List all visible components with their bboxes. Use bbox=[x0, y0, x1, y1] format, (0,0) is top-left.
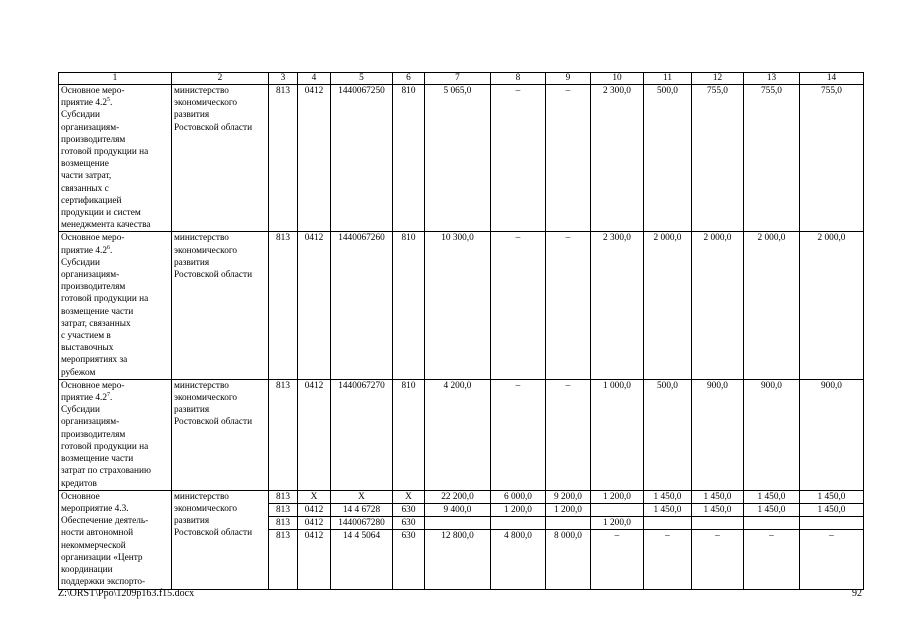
value-cell-c4: 0412 bbox=[298, 232, 331, 379]
value-cell-c12: 2 000,0 bbox=[692, 232, 744, 379]
cell-line-text: Основное меро- bbox=[61, 86, 125, 96]
cell-line-text: готовой продукции на bbox=[61, 147, 149, 158]
value-cell-c6: 630 bbox=[393, 530, 425, 590]
cell-line bbox=[61, 269, 169, 281]
cell-line bbox=[61, 576, 169, 588]
value-cell-c13 bbox=[744, 517, 800, 530]
cell-line bbox=[61, 380, 169, 392]
cell-line-text: мероприятие 4.3. bbox=[61, 503, 129, 514]
value-cell-c3: 813 bbox=[269, 379, 298, 490]
cell-line-text: министерство bbox=[174, 86, 229, 96]
cell-line-text: поддержки экспорто- bbox=[61, 577, 146, 588]
header-cell: 12 bbox=[692, 73, 744, 85]
value-cell-c3: 813 bbox=[269, 517, 298, 530]
measure-name-cell bbox=[59, 490, 172, 590]
cell-line bbox=[61, 429, 169, 441]
value-cell-c13: – bbox=[744, 530, 800, 590]
cell-line bbox=[61, 232, 169, 244]
cell-line-text: Ростовской области bbox=[174, 122, 253, 133]
cell-line: приятие $4.2^6$. bbox=[61, 244, 113, 256]
cell-line-text: министерство bbox=[174, 491, 229, 502]
cell-line-text: Обеспечение деятель- bbox=[61, 516, 149, 527]
cell-line-text: экономического bbox=[174, 98, 238, 109]
cell-line bbox=[61, 552, 169, 564]
cell-line-text: выставочных bbox=[61, 343, 114, 354]
cell-line bbox=[61, 491, 169, 503]
cell-line-text: Субсидии bbox=[61, 405, 101, 416]
value-cell-c12: – bbox=[692, 530, 744, 590]
value-cell-c9: 9 200,0 bbox=[546, 490, 591, 503]
value-cell-c9: – bbox=[546, 232, 591, 379]
cell-line-text: Ростовской области bbox=[174, 417, 253, 428]
cell-line-text: затрат, связанных bbox=[61, 318, 131, 329]
value-cell-c11: 500,0 bbox=[644, 379, 692, 490]
cell-line bbox=[174, 515, 266, 527]
value-cell-c14: 2 000,0 bbox=[800, 232, 864, 379]
cell-line bbox=[61, 416, 169, 428]
cell-line-text: приятие 4.2 bbox=[61, 393, 107, 404]
cell-line bbox=[61, 342, 169, 354]
cell-line bbox=[61, 293, 169, 305]
header-cell: 4 bbox=[298, 73, 331, 85]
header-cell: 3 bbox=[269, 73, 298, 85]
cell-line-text: Основное меро- bbox=[61, 233, 125, 244]
cell-line bbox=[174, 85, 266, 97]
cell-line-text: мероприятиях за bbox=[61, 355, 128, 366]
value-cell-c14: 900,0 bbox=[800, 379, 864, 490]
cell-line-text: Ростовской области bbox=[174, 528, 253, 539]
cell-line bbox=[61, 281, 169, 293]
cell-line bbox=[61, 170, 169, 182]
value-cell-c7: 4 200,0 bbox=[425, 379, 491, 490]
cell-line bbox=[61, 503, 169, 515]
cell-line-text: приятие 4.2 bbox=[61, 245, 107, 256]
cell-line bbox=[61, 330, 169, 342]
cell-line-text: организациям- bbox=[61, 270, 120, 281]
cell-line-text: развития bbox=[174, 110, 210, 121]
executor-cell bbox=[172, 232, 269, 379]
value-cell-c4: 0412 bbox=[298, 85, 331, 232]
value-cell-c6: Х bbox=[393, 490, 425, 503]
header-cell: 6 bbox=[393, 73, 425, 85]
value-cell-c8: – bbox=[491, 85, 546, 232]
cell-line-text: Субсидии bbox=[61, 257, 101, 268]
table-body bbox=[59, 73, 864, 590]
value-cell-c9: – bbox=[546, 85, 591, 232]
header-cell: 9 bbox=[546, 73, 591, 85]
cell-line bbox=[61, 465, 169, 477]
value-cell-c10: – bbox=[591, 530, 644, 590]
cell-line-text: производителям bbox=[61, 429, 126, 440]
executor-cell bbox=[172, 490, 269, 590]
value-cell-c4: Х bbox=[298, 490, 331, 503]
value-cell-c3: 813 bbox=[269, 490, 298, 503]
header-cell: 13 bbox=[744, 73, 800, 85]
budget-table bbox=[58, 72, 864, 590]
value-cell-c11: 1 450,0 bbox=[644, 503, 692, 516]
cell-line bbox=[61, 195, 169, 207]
cell-line-text: Основное bbox=[61, 491, 100, 502]
cell-line-text: координации bbox=[61, 564, 113, 575]
value-cell-c14: 1 450,0 bbox=[800, 503, 864, 516]
cell-line-text: некоммерческой bbox=[61, 540, 126, 551]
value-cell-c4: 0412 bbox=[298, 379, 331, 490]
cell-line-text: экономического bbox=[174, 393, 238, 404]
measure-name-cell bbox=[59, 232, 172, 379]
cell-line bbox=[61, 146, 169, 158]
value-cell-c3: 813 bbox=[269, 503, 298, 516]
value-cell-c6: 630 bbox=[393, 517, 425, 530]
table-row bbox=[59, 232, 864, 379]
value-cell-c13: 2 000,0 bbox=[744, 232, 800, 379]
cell-line-text: производителям bbox=[61, 134, 126, 145]
value-cell-c9: 1 200,0 bbox=[546, 503, 591, 516]
cell-line bbox=[61, 367, 169, 379]
cell-line bbox=[174, 404, 266, 416]
value-cell-c5: 1440067270 bbox=[331, 379, 393, 490]
value-cell-c11: – bbox=[644, 530, 692, 590]
value-cell-c8: – bbox=[491, 379, 546, 490]
cell-line bbox=[61, 183, 169, 195]
cell-line bbox=[174, 97, 266, 109]
cell-line-text: части затрат, bbox=[61, 171, 112, 182]
header-cell: 2 bbox=[172, 73, 269, 85]
cell-line bbox=[174, 380, 266, 392]
cell-line-text: приятие 4.2 bbox=[61, 98, 107, 109]
page-number: 92 bbox=[852, 588, 862, 599]
cell-line-text: Ростовской области bbox=[174, 270, 253, 281]
cell-line-text: продукции и систем bbox=[61, 208, 141, 219]
value-cell-c7: 5 065,0 bbox=[425, 85, 491, 232]
value-cell-c5: 1440067260 bbox=[331, 232, 393, 379]
cell-line bbox=[61, 207, 169, 219]
cell-line bbox=[174, 527, 266, 539]
value-cell-c13: 755,0 bbox=[744, 85, 800, 232]
value-cell-c3: 813 bbox=[269, 530, 298, 590]
cell-line bbox=[61, 515, 169, 527]
value-cell-c4: 0412 bbox=[298, 503, 331, 516]
header-cell: 7 bbox=[425, 73, 491, 85]
cell-line bbox=[61, 85, 169, 97]
cell-line bbox=[174, 269, 266, 281]
cell-line bbox=[61, 478, 169, 490]
value-cell-c14 bbox=[800, 517, 864, 530]
cell-line bbox=[174, 416, 266, 428]
cell-line bbox=[61, 453, 169, 465]
value-cell-c10: 1 200,0 bbox=[591, 517, 644, 530]
value-cell-c4: 0412 bbox=[298, 530, 331, 590]
value-cell-c5: 14 4 6728 bbox=[331, 503, 393, 516]
cell-line bbox=[61, 527, 169, 539]
footnote-mark: 7 bbox=[107, 391, 110, 398]
value-cell-c7 bbox=[425, 517, 491, 530]
cell-line-text: экономического bbox=[174, 245, 238, 256]
value-cell-c5: 1440067250 bbox=[331, 85, 393, 232]
cell-line-text: связанных с bbox=[61, 183, 109, 194]
cell-line-text: развития bbox=[174, 516, 210, 527]
cell-line-text: возмещение bbox=[61, 159, 109, 170]
executor-cell bbox=[172, 379, 269, 490]
cell-line-text: менеджмента качества bbox=[61, 220, 151, 231]
cell-line-text: Субсидии bbox=[61, 110, 101, 121]
value-cell-c8: 1 200,0 bbox=[491, 503, 546, 516]
cell-line-text: производителям bbox=[61, 282, 126, 293]
cell-line-text: возмещение части bbox=[61, 306, 134, 317]
value-cell-c10: 2 300,0 bbox=[591, 232, 644, 379]
value-cell-c3: 813 bbox=[269, 85, 298, 232]
cell-line bbox=[61, 158, 169, 170]
value-cell-c5: 14 4 5064 bbox=[331, 530, 393, 590]
value-cell-c8: 4 800,0 bbox=[491, 530, 546, 590]
cell-line bbox=[61, 318, 169, 330]
value-cell-c11 bbox=[644, 517, 692, 530]
header-cell: 1 bbox=[59, 73, 172, 85]
header-cell: 8 bbox=[491, 73, 546, 85]
cell-line bbox=[174, 392, 266, 404]
table-row bbox=[59, 490, 864, 503]
measure-name-cell bbox=[59, 85, 172, 232]
cell-line-text: Основное меро- bbox=[61, 380, 125, 391]
value-cell-c14: – bbox=[800, 530, 864, 590]
value-cell-c11: 1 450,0 bbox=[644, 490, 692, 503]
value-cell-c10: 1 200,0 bbox=[591, 490, 644, 503]
value-cell-c12: 1 450,0 bbox=[692, 503, 744, 516]
value-cell-c12: 1 450,0 bbox=[692, 490, 744, 503]
cell-line bbox=[61, 134, 169, 146]
value-cell-c5: 1440067280 bbox=[331, 517, 393, 530]
cell-line-text: готовой продукции на bbox=[61, 294, 149, 305]
cell-line-text: организации «Центр bbox=[61, 552, 143, 563]
footnote-mark: 5 bbox=[107, 97, 110, 104]
cell-line bbox=[61, 219, 169, 231]
value-cell-c12: 755,0 bbox=[692, 85, 744, 232]
value-cell-c4: 0412 bbox=[298, 517, 331, 530]
cell-line bbox=[174, 109, 266, 121]
cell-line bbox=[61, 404, 169, 416]
cell-line bbox=[174, 122, 266, 134]
cell-line bbox=[61, 354, 169, 366]
value-cell-c6: 810 bbox=[393, 232, 425, 379]
cell-line-text: рубежом bbox=[61, 367, 96, 378]
cell-line-text: кредитов bbox=[61, 478, 97, 489]
cell-line bbox=[61, 257, 169, 269]
cell-line-text: организациям- bbox=[61, 417, 120, 428]
value-cell-c14: 755,0 bbox=[800, 85, 864, 232]
value-cell-c9: 8 000,0 bbox=[546, 530, 591, 590]
cell-line-text: министерство bbox=[174, 233, 229, 244]
header-row bbox=[59, 73, 864, 85]
value-cell-c7: 22 200,0 bbox=[425, 490, 491, 503]
cell-line bbox=[61, 441, 169, 453]
cell-line bbox=[174, 491, 266, 503]
cell-line-text: возмещение части bbox=[61, 454, 134, 465]
value-cell-c13: 900,0 bbox=[744, 379, 800, 490]
value-cell-c6: 810 bbox=[393, 379, 425, 490]
cell-line: приятие $4.2^5$. bbox=[61, 97, 113, 109]
cell-line bbox=[174, 245, 266, 257]
value-cell-c14: 1 450,0 bbox=[800, 490, 864, 503]
value-cell-c7: 12 800,0 bbox=[425, 530, 491, 590]
cell-line bbox=[174, 232, 266, 244]
header-cell: 10 bbox=[591, 73, 644, 85]
cell-line bbox=[174, 503, 266, 515]
value-cell-c6: 630 bbox=[393, 503, 425, 516]
cell-line bbox=[61, 109, 169, 121]
value-cell-c12 bbox=[692, 517, 744, 530]
cell-line-text: с участием в bbox=[61, 331, 111, 342]
value-cell-c8: – bbox=[491, 232, 546, 379]
cell-line-text: организациям- bbox=[61, 122, 120, 133]
measure-name-cell bbox=[59, 379, 172, 490]
cell-line-text: развития bbox=[174, 257, 210, 268]
value-cell-c8 bbox=[491, 517, 546, 530]
value-cell-c5: Х bbox=[331, 490, 393, 503]
table-row bbox=[59, 85, 864, 232]
cell-line-text: затрат по страхованию bbox=[61, 466, 151, 477]
cell-line bbox=[61, 540, 169, 552]
value-cell-c7: 10 300,0 bbox=[425, 232, 491, 379]
cell-line bbox=[61, 306, 169, 318]
value-cell-c13: 1 450,0 bbox=[744, 490, 800, 503]
value-cell-c7: 9 400,0 bbox=[425, 503, 491, 516]
value-cell-c11: 2 000,0 bbox=[644, 232, 692, 379]
header-cell: 11 bbox=[644, 73, 692, 85]
cell-line bbox=[61, 564, 169, 576]
value-cell-c8: 6 000,0 bbox=[491, 490, 546, 503]
header-cell: 5 bbox=[331, 73, 393, 85]
value-cell-c9: – bbox=[546, 379, 591, 490]
value-cell-c10 bbox=[591, 503, 644, 516]
cell-line-text: министерство bbox=[174, 380, 229, 391]
cell-line bbox=[174, 257, 266, 269]
value-cell-c3: 813 bbox=[269, 232, 298, 379]
cell-line-text: готовой продукции на bbox=[61, 441, 149, 452]
cell-line-text: экономического bbox=[174, 503, 238, 514]
value-cell-c11: 500,0 bbox=[644, 85, 692, 232]
cell-line bbox=[61, 122, 169, 134]
value-cell-c13: 1 450,0 bbox=[744, 503, 800, 516]
file-path: Z:\ORST\Ppo\1209p163.f15.docx bbox=[58, 588, 195, 599]
footnote-mark: 6 bbox=[107, 244, 110, 251]
value-cell-c9 bbox=[546, 517, 591, 530]
value-cell-c12: 900,0 bbox=[692, 379, 744, 490]
cell-line-text: развития bbox=[174, 405, 210, 416]
cell-line-text: сертификацией bbox=[61, 195, 122, 206]
cell-line: приятие $4.2^7$. bbox=[61, 391, 113, 404]
value-cell-c10: 2 300,0 bbox=[591, 85, 644, 232]
executor-cell bbox=[172, 85, 269, 232]
cell-line-text: ности автономной bbox=[61, 528, 134, 539]
value-cell-c6: 810 bbox=[393, 85, 425, 232]
value-cell-c10: 1 000,0 bbox=[591, 379, 644, 490]
table-row bbox=[59, 379, 864, 490]
header-cell: 14 bbox=[800, 73, 864, 85]
